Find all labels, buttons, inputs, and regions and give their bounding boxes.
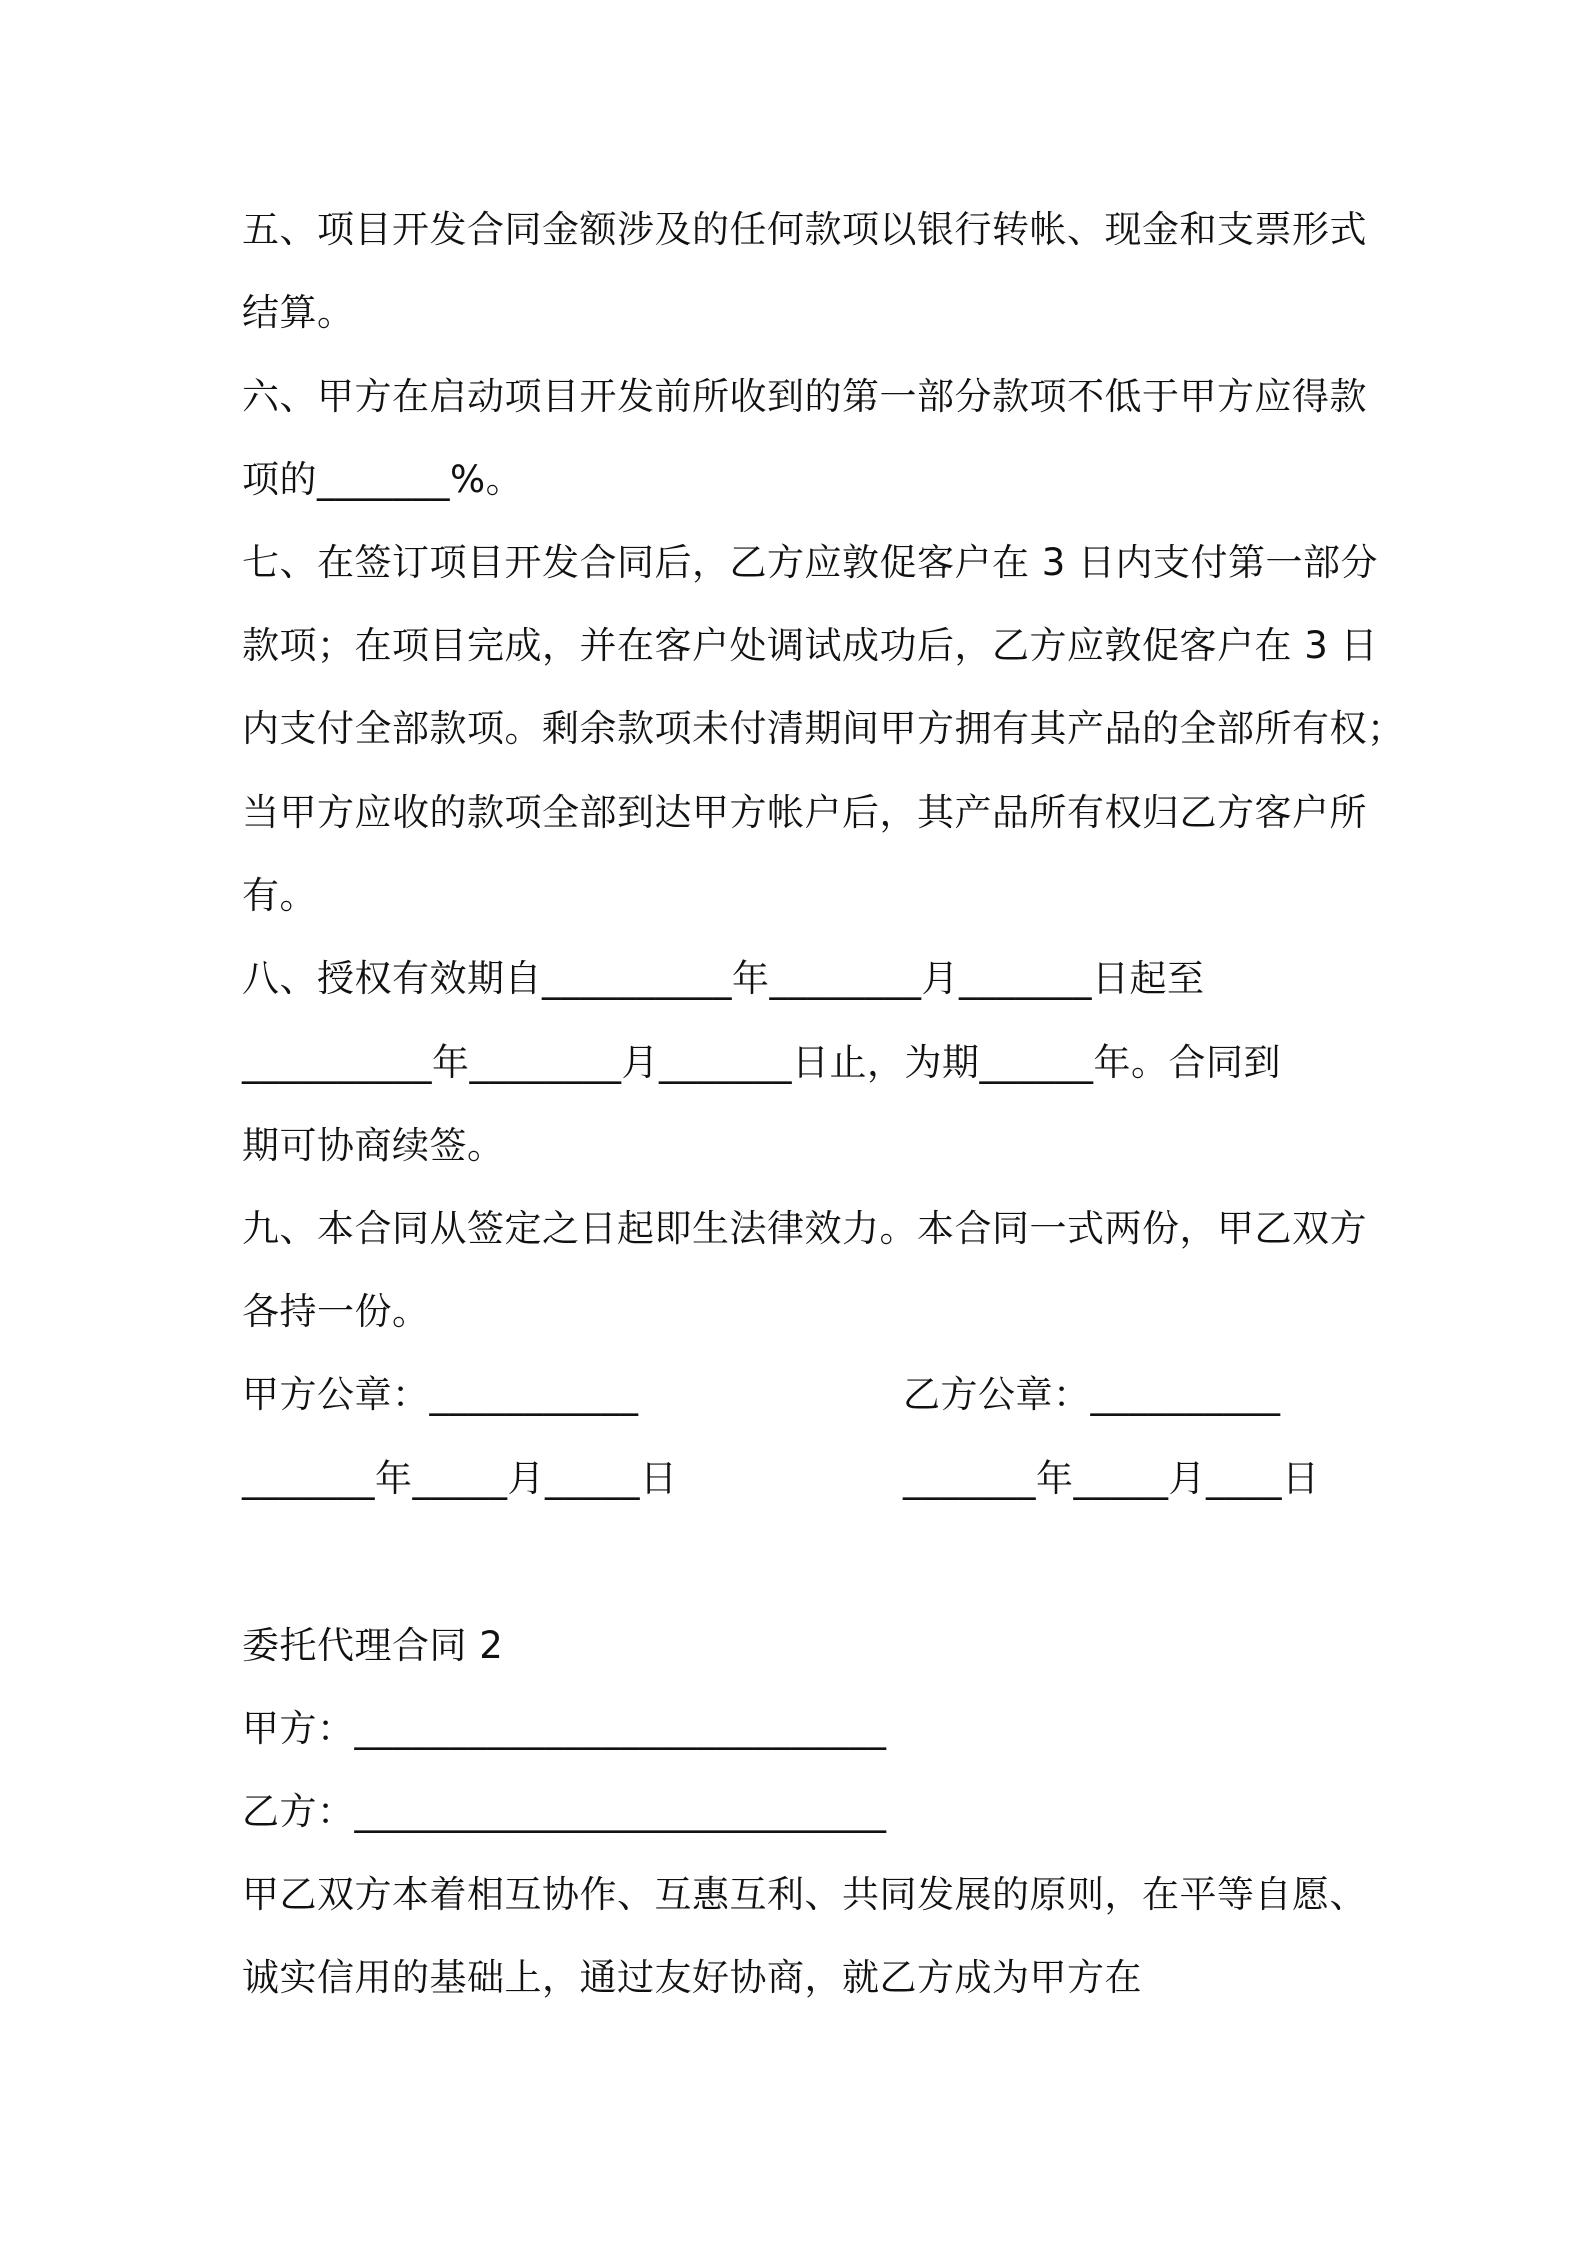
clause-8-line-3: 期可协商续签。 [242, 1124, 505, 1167]
clause-7-line-5: 有。 [242, 874, 317, 917]
clause-5-line-1: 五、项目开发合同金额涉及的任何款项以银行转帐、现金和支票形式 [242, 208, 1367, 251]
party-a-seal: 甲方公章：___________ [242, 1373, 639, 1416]
contract-2-party-a: 甲方：____________________________ [242, 1707, 887, 1750]
clause-6-line-1: 六、甲方在启动项目开发前所收到的第一部分款项不低于甲方应得款 [242, 375, 1367, 418]
clause-7-line-4: 当甲方应收的款项全部到达甲方帐户后，其产品所有权归乙方客户所 [242, 791, 1367, 834]
contract-2-title: 委托代理合同 2 [242, 1624, 504, 1667]
contract-2-intro-line-2: 诚实信用的基础上，通过友好协商，就乙方成为甲方在 [242, 1956, 1142, 1999]
clause-8-line-1: 八、授权有效期自__________年________月_______日起至 [242, 957, 1205, 1000]
clause-9-line-1: 九、本合同从签定之日起即生法律效力。本合同一式两份，甲乙双方 [242, 1207, 1367, 1250]
clause-6-line-2: 项的_______%。 [242, 458, 524, 501]
contract-2-party-b: 乙方：____________________________ [242, 1790, 887, 1833]
party-b-date: _______年_____月____日 [903, 1457, 1320, 1500]
clause-7-line-2: 款项；在项目完成，并在客户处调试成功后，乙方应敦促客户在 3 日 [242, 624, 1379, 667]
clause-8-line-2: __________年________月_______日止，为期______年。合同到 [242, 1041, 1281, 1084]
clause-9-line-2: 各持一份。 [242, 1290, 430, 1333]
contract-2-intro-line-1: 甲乙双方本着相互协作、互惠互利、共同发展的原则，在平等自愿、 [242, 1873, 1367, 1916]
party-b-seal: 乙方公章：__________ [903, 1373, 1281, 1416]
clause-7-line-1: 七、在签订项目开发合同后，乙方应敦促客户在 3 日内支付第一部分 [242, 541, 1379, 584]
party-a-date: _______年_____月_____日 [242, 1457, 678, 1500]
clause-5-line-2: 结算。 [242, 291, 355, 334]
clause-7-line-3: 内支付全部款项。剩余款项未付清期间甲方拥有其产品的全部所有权； [242, 707, 1405, 750]
